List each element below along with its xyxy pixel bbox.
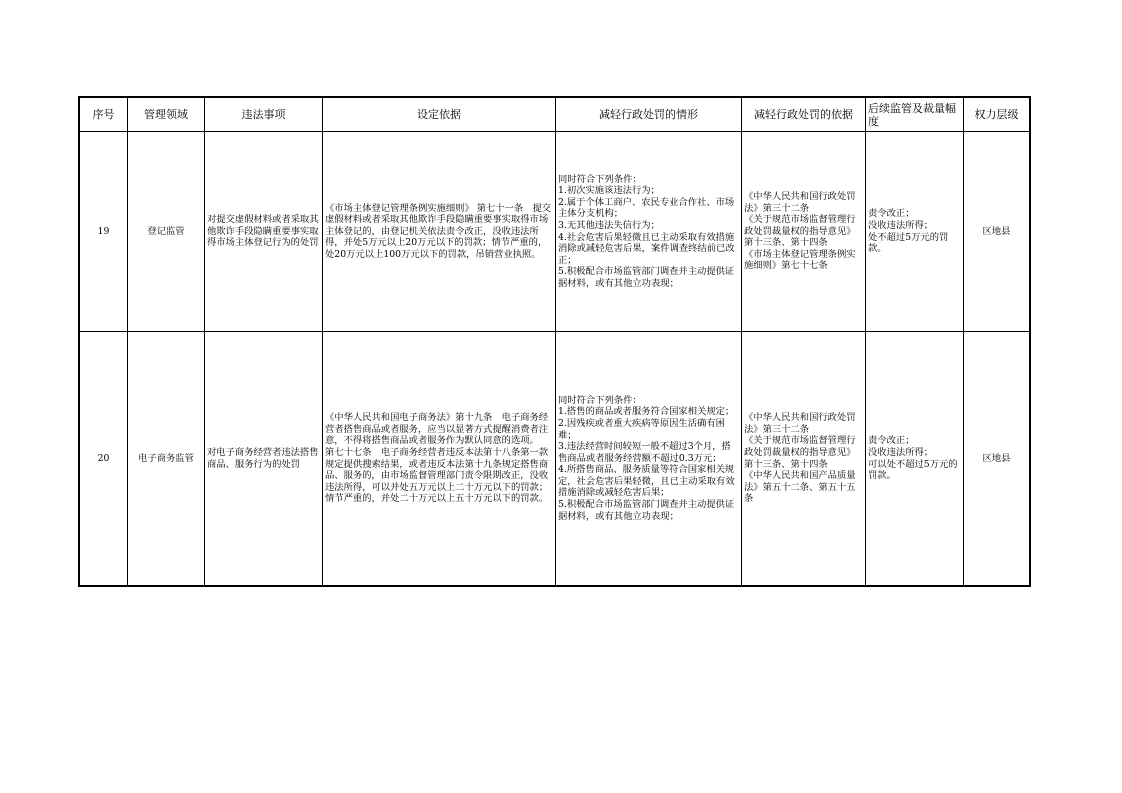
header-followup: 后续监管及裁量幅度 <box>866 98 964 132</box>
header-seq: 序号 <box>80 98 128 132</box>
cell-mitigation-basis: 《中华人民共和国行政处罚法》第三十二条 《关于规范市场监督管理行政处罚裁量权的指导意见》第十三条、第十四条 《中华人民共和国产品质量法》第五十二条、第五十五条 <box>742 332 866 586</box>
table-row <box>80 332 1030 586</box>
cell-seq: 19 <box>80 132 128 332</box>
cell-authority-level: 区地县 <box>964 132 1030 332</box>
header-row <box>80 98 1030 132</box>
cell-mitigation-basis: 《中华人民共和国行政处罚法》第三十二条 《关于规范市场监督管理行政处罚裁量权的指导意见》第十三条、第十四条 《市场主体登记管理条例实施细则》第七十七条 <box>742 132 866 332</box>
penalty-table <box>79 97 1030 586</box>
cell-followup: 责令改正； 没收违法所得； 处不超过5万元的罚款。 <box>866 132 964 332</box>
cell-domain: 登记监管 <box>128 132 205 332</box>
header-basis: 设定依据 <box>323 98 556 132</box>
header-mitigation-basis: 减轻行政处罚的依据 <box>742 98 866 132</box>
cell-followup: 责令改正； 没收违法所得； 可以处不超过5万元的罚款。 <box>866 332 964 586</box>
cell-mitigation-circumstances: 同时符合下列条件： 1.初次实施该违法行为； 2.属于个体工商户、农民专业合作社、市场主体分支机构； 3.无其他违法失信行为； 4.社会危害后果轻微且已主动采取有效措施消除或减轻危害后果，案件调查终结前已改正； 5.积极配合市场监管部门调查并主动提供证据材料，或有其他立功表现； <box>556 132 742 332</box>
cell-violation: 对提交虚假材料或者采取其他欺诈手段隐瞒重要事实取得市场主体登记行为的处罚 <box>205 132 323 332</box>
header-authority-level: 权力层级 <box>964 98 1030 132</box>
cell-basis: 《市场主体登记管理条例实施细则》 第七十一条 提交虚假材料或者采取其他欺诈手段隐瞒重要事实取得市场主体登记的，由登记机关依法责令改正，没收违法所得，并处5万元以上20万元以下的罚款；情节严重的，处20万元以上100万元以下的罚款，吊销营业执照。 <box>323 132 556 332</box>
cell-domain: 电子商务监管 <box>128 332 205 586</box>
header-mitigation-circumstances: 减轻行政处罚的情形 <box>556 98 742 132</box>
cell-violation: 对电子商务经营者违法搭售商品、服务行为的处罚 <box>205 332 323 586</box>
cell-seq: 20 <box>80 332 128 586</box>
header-violation: 违法事项 <box>205 98 323 132</box>
cell-authority-level: 区地县 <box>964 332 1030 586</box>
table-row <box>80 132 1030 332</box>
cell-basis: 《中华人民共和国电子商务法》第十九条 电子商务经营者搭售商品或者服务，应当以显著方式提醒消费者注意，不得将搭售商品或者服务作为默认同意的选项。 第七十七条 电子商务经营者违反本法第十八条第一款规定提供搜索结果，或者违反本法第十九条规定搭售商品、服务的，由市场监督管理部门责令限期改正，没收违法所得，可以并处五万元以上二十万元以下的罚款；情节严重的，并处二十万元以上五十万元以下的罚款。 <box>323 332 556 586</box>
cell-mitigation-circumstances: 同时符合下列条件： 1.搭售的商品或者服务符合国家相关规定； 2.因残疾或者重大疾病等原因生活确有困难； 3.违法经营时间较短一般不超过3个月，搭售商品或者服务经营额不超过0.3万元； 4.所搭售商品、服务质量等符合国家相关规定，社会危害后果轻微，且已主动采取有效措施消除或减轻危害后果； 5.积极配合市场监管部门调查并主动提供证据材料，或有其他立功表现； <box>556 332 742 586</box>
header-domain: 管理领域 <box>128 98 205 132</box>
